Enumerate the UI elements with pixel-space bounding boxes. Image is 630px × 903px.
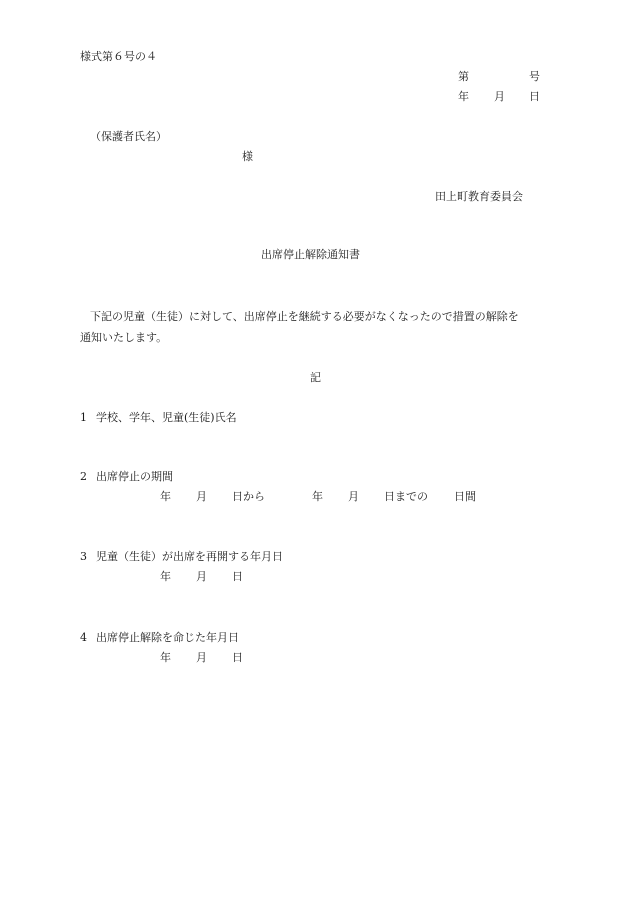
- body-line-2: 通知いたします。: [80, 331, 168, 344]
- item-1-label: 学校、学年、児童(生徒)氏名: [96, 411, 237, 424]
- period-to-day: 日までの: [384, 490, 428, 503]
- item-4-label: 出席停止解除を命じた年月日: [96, 631, 239, 644]
- guardian-name-placeholder: （保護者氏名）: [90, 130, 167, 143]
- item-2-number: 2: [80, 470, 87, 483]
- document-title: 出席停止解除通知書: [261, 248, 360, 261]
- resume-month: 月: [196, 570, 207, 583]
- item-4-number: 4: [80, 631, 87, 644]
- ki-heading: 記: [310, 371, 321, 384]
- order-month: 月: [196, 651, 207, 664]
- order-day: 日: [232, 651, 243, 664]
- item-3-label: 児童（生徒）が出席を再開する年月日: [96, 550, 283, 563]
- header-date-month: 月: [494, 90, 505, 103]
- period-to-year: 年: [312, 490, 323, 503]
- period-from-year: 年: [160, 490, 171, 503]
- item-2-label: 出席停止の期間: [96, 470, 173, 483]
- honorific: 様: [242, 150, 253, 163]
- period-days: 日間: [454, 490, 476, 503]
- header-date-day: 日: [529, 90, 540, 103]
- item-1-number: 1: [80, 411, 87, 424]
- resume-day: 日: [232, 570, 243, 583]
- issuer: 田上町教育委員会: [435, 190, 523, 203]
- period-from-day: 日から: [232, 490, 265, 503]
- order-year: 年: [160, 651, 171, 664]
- document-number-suffix: 号: [529, 70, 540, 83]
- document-number-prefix: 第: [458, 70, 469, 83]
- body-line-1: 下記の児童（生徒）に対して、出席停止を継続する必要がなくなったので措置の解除を: [90, 310, 519, 323]
- period-from-month: 月: [196, 490, 207, 503]
- period-to-month: 月: [348, 490, 359, 503]
- item-3-number: 3: [80, 550, 87, 563]
- resume-year: 年: [160, 570, 171, 583]
- form-number: 様式第６号の４: [80, 50, 157, 63]
- header-date-year: 年: [458, 90, 469, 103]
